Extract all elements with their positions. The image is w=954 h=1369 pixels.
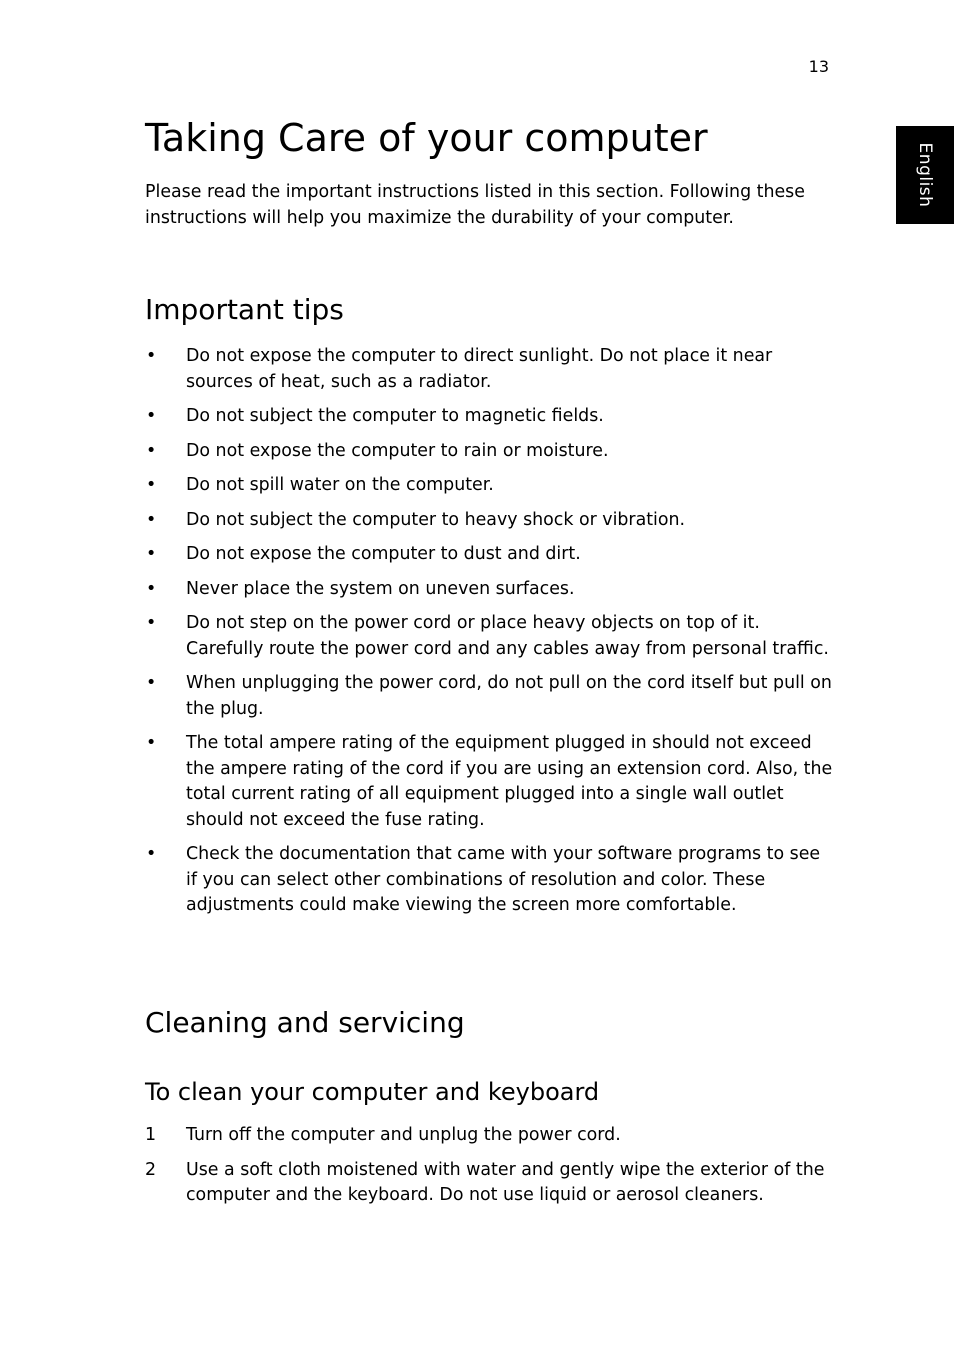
bullet-marker: • xyxy=(146,673,157,693)
list-item xyxy=(145,542,835,568)
list-item xyxy=(145,731,835,833)
list-item xyxy=(145,577,835,603)
page-number: 13 xyxy=(808,57,829,76)
list-item xyxy=(145,671,835,722)
list-item-text: Check the documentation that came with your software programs to see if you can select other combinations of resolution and color. These adjustments could make viewing the screen more comfortable. xyxy=(186,844,821,915)
important-tips-list xyxy=(145,344,835,928)
step-number: 1 xyxy=(145,1125,157,1145)
page-title: Taking Care of your computer xyxy=(145,116,708,160)
step-text: Use a soft cloth moistened with water and gently wipe the exterior of the computer and the keyboard. Do not use liquid or aerosol cleaners. xyxy=(186,1159,825,1205)
list-item-text: Never place the system on uneven surfaces. xyxy=(186,578,575,599)
list-item xyxy=(145,611,835,662)
list-item xyxy=(145,344,835,395)
language-tab xyxy=(896,126,954,224)
list-item xyxy=(145,473,835,499)
bullet-marker: • xyxy=(146,544,157,564)
cleaning-steps-list xyxy=(145,1123,835,1218)
list-item-text: Do not expose the computer to rain or moisture. xyxy=(186,440,609,461)
intro-paragraph: Please read the important instructions listed in this section. Following these instructions will help you maximize the durability of your computer. xyxy=(145,182,805,228)
bullet-marker: • xyxy=(146,613,157,633)
list-item-text: When unplugging the power cord, do not pull on the cord itself but pull on the plug. xyxy=(186,673,832,719)
step-number: 2 xyxy=(145,1159,157,1180)
bullet-marker: • xyxy=(146,578,157,599)
bullet-marker: • xyxy=(146,844,157,864)
list-item-text: The total ampere rating of the equipment plugged in should not exceed the ampere rating of the cord if you are using an extension cord. Also, the total current rating of all equipment plugged into a single wall outlet should not exceed the fuse rating. xyxy=(186,733,833,830)
bullet-marker: • xyxy=(146,509,157,530)
step-item xyxy=(145,1158,835,1209)
list-item-text: Do not expose the computer to direct sunlight. Do not place it near sources of heat, such as a radiator. xyxy=(186,346,773,392)
list-item-text: Do not subject the computer to heavy shock or vibration. xyxy=(186,509,686,530)
list-item-text: Do not spill water on the computer. xyxy=(186,475,494,495)
cleaning-heading: Cleaning and servicing xyxy=(145,1006,465,1039)
bullet-marker: • xyxy=(146,733,157,753)
important-tips-heading: Important tips xyxy=(145,293,344,326)
bullet-marker: • xyxy=(146,406,157,426)
step-text: Turn off the computer and unplug the power cord. xyxy=(186,1125,621,1145)
list-item-text: Do not step on the power cord or place heavy objects on top of it. Carefully route the power cord and any cables away from personal traffic. xyxy=(186,613,829,659)
list-item-text: Do not expose the computer to dust and dirt. xyxy=(186,544,581,564)
bullet-marker: • xyxy=(146,475,157,495)
bullet-marker: • xyxy=(146,440,157,461)
list-item xyxy=(145,842,835,919)
list-item-text: Do not subject the computer to magnetic fields. xyxy=(186,406,604,426)
list-item xyxy=(145,439,835,465)
step-item xyxy=(145,1123,835,1149)
cleaning-subheading: To clean your computer and keyboard xyxy=(145,1078,600,1106)
bullet-marker: • xyxy=(146,346,157,366)
language-tab-label: English xyxy=(915,142,935,208)
list-item xyxy=(145,404,835,430)
list-item xyxy=(145,508,835,534)
